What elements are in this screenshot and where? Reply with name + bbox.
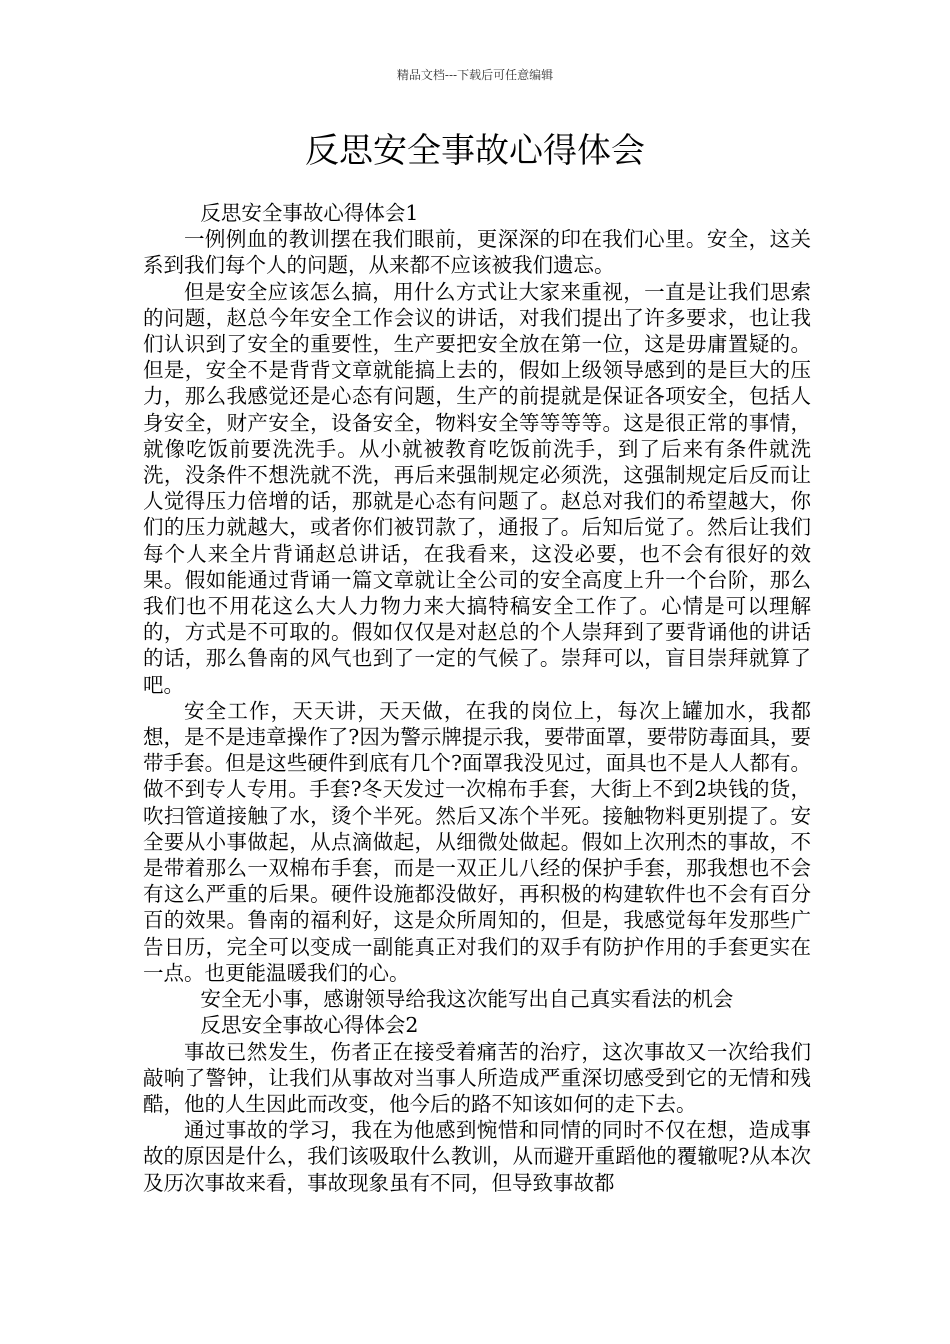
body-paragraph: 一例例血的教训摆在我们眼前，更深深的印在我们心里。安全，这关系到我们每个人的问题，从来都不应该被我们遗忘。 — [143, 227, 811, 278]
document-body — [143, 200, 811, 1196]
document-title: 反思安全事故心得体会 — [305, 131, 645, 171]
body-paragraph: 安全工作，天天讲，天天做，在我的岗位上，每次上罐加水，我都想，是不是违章操作了?因为警示牌提示我，要带面罩，要带防毒面具，要带手套。但是这些硬件到底有几个?面罩我没见过，面具也不是人人都有。做不到专人专用。手套?冬天发过一次棉布手套，大街上不到2块钱的货，吹扫管道接触了水，烫个半死。然后又冻个半死。接触物料更别提了。安全要从小事做起，从点滴做起，从细微处做起。假如上次刑杰的事故，不是带着那么一双棉布手套，而是一双正儿八经的保护手套，那我想也不会有这么严重的后果。硬件设施都没做好，再积极的构建软件也不会有百分百的效果。鲁南的福利好，这是众所周知的，但是，我感觉每年发那些广告日历，完全可以变成一副能真正对我们的双手有防护作用的手套更实在一点。也更能温暖我们的心。 — [143, 698, 811, 985]
section-heading: 反思安全事故心得体会1 — [200, 201, 419, 225]
header-note: 精品文档---下载后可任意编辑 — [396, 68, 554, 82]
body-paragraph: 通过事故的学习，我在为他感到惋惜和同情的同时不仅在想，造成事故的原因是什么，我们该吸取什么教训，从而避开重蹈他的覆辙呢?从本次及历次事故来看，事故现象虽有不同，但导致事故都 — [143, 1118, 811, 1195]
section-heading: 反思安全事故心得体会2 — [200, 1013, 419, 1038]
body-paragraph: 但是安全应该怎么搞，用什么方式让大家来重视，一直是让我们思索的问题，赵总今年安全工作会议的讲话，对我们提出了许多要求，也让我们认识到了安全的重要性，生产要把安全放在第一位，这是毋庸置疑的。但是，安全不是背背文章就能搞上去的，假如上级领导感到的是巨大的压力，那么我感觉还是心态有问题，生产的前提就是保证各项安全，包括人身安全，财产安全，设备安全，物料安全等等等等。这是很正常的事情，就像吃饭前要洗洗手。从小就被教育吃饭前洗手，到了后来有条件就洗洗，没条件不想洗就不洗，再后来强制规定必须洗，这强制规定后反而让人觉得压力倍增的话，那就是心态有问题了。赵总对我们的希望越大，你们的压力就越大，或者你们被罚款了，通报了。后知后觉了。然后让我们每个人来全片背诵赵总讲话，在我看来，这没必要，也不会有很好的效果。假如能通过背诵一篇文章就让全公司的安全高度上升一个台阶，那么我们也不用花这么大人力物力来大搞特稿安全工作了。心情是可以理解的，方式是不可取的。假如仅仅是对赵总的个人崇拜到了要背诵他的讲话的话，那么鲁南的风气也到了一定的气候了。崇拜可以，盲目崇拜就算了吧。 — [143, 279, 811, 697]
closing-line: 安全无小事，感谢领导给我这次能写出自己真实看法的机会 — [200, 987, 734, 1012]
body-paragraph: 事故已然发生，伤者正在接受着痛苦的治疗，这次事故又一次给我们敲响了警钟，让我们从事故对当事人所造成严重深切感受到它的无情和残酷，他的人生因此而改变，他今后的路不知该如何的走下去。 — [143, 1039, 811, 1116]
